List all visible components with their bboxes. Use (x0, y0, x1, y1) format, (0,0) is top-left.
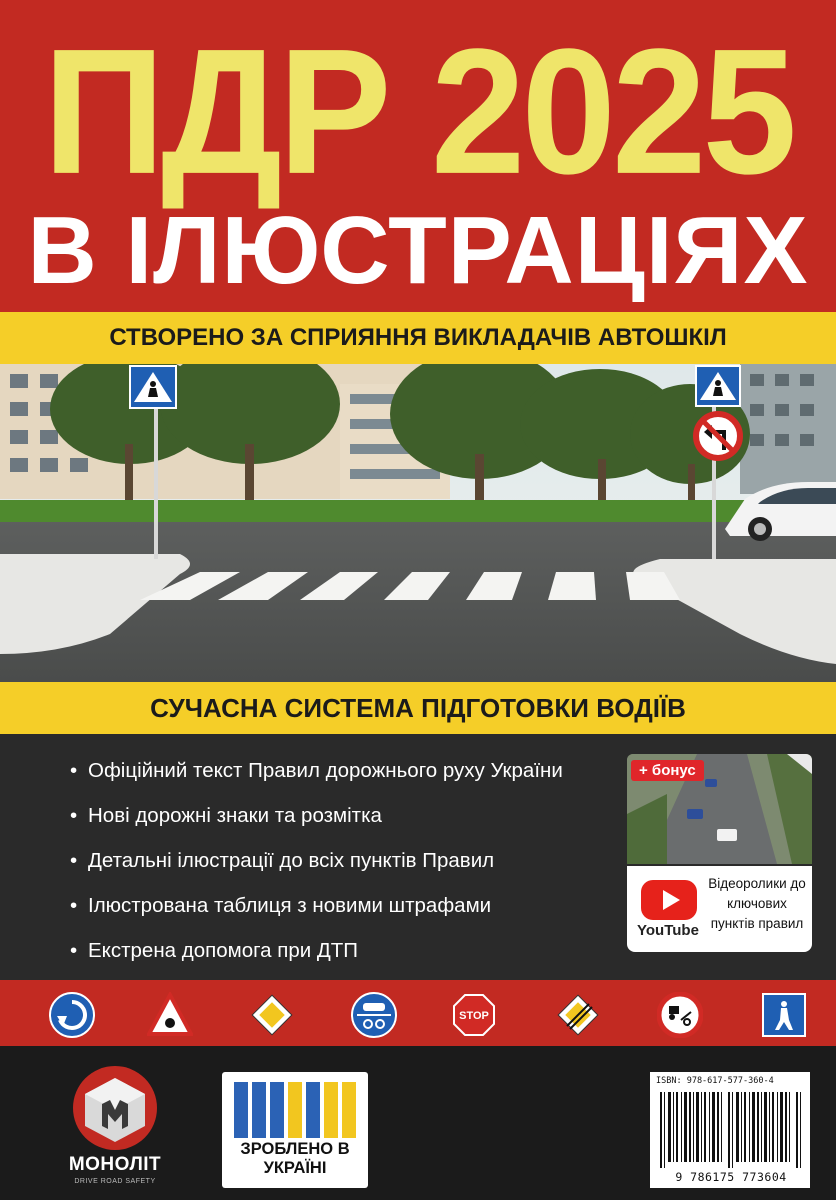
isbn-label: ISBN: 978-617-577-360-4 (656, 1076, 774, 1086)
features-section (0, 734, 836, 980)
youtube-label: YouTube (637, 922, 699, 939)
list-item: • Ілюстрована таблиця з новими штрафами (70, 883, 600, 928)
bonus-info-panel (627, 866, 812, 952)
isbn-barcode (650, 1072, 810, 1188)
priority-road-sign-icon (249, 992, 295, 1038)
pedestrian-crossing-sign-icon (761, 992, 807, 1038)
top-band-text: СТВОРЕНО ЗА СПРИЯННЯ ВИКЛАДАЧІВ АВТОШКІЛ (0, 312, 836, 364)
barcode-number: 9 786175 773604 (675, 1170, 787, 1184)
video-thumbnail (627, 754, 812, 864)
monolit-logo-icon (50, 1060, 180, 1152)
barcode-icon (658, 1092, 804, 1168)
no-tractors-mopeds-sign-icon (657, 992, 703, 1038)
list-item: • Екстрена допомога при ДТП (70, 928, 600, 973)
features-list (70, 748, 600, 973)
bonus-video-card (627, 754, 812, 954)
road-scene-illustration (0, 364, 836, 682)
publisher-tagline: DRIVE ROAD SAFETY (74, 1178, 156, 1185)
cover-header (0, 0, 836, 312)
bicycle-car-lane-sign-icon (351, 992, 397, 1038)
roundabout-sign-icon (49, 992, 95, 1038)
made-in-ukraine-label: ЗРОБЛЕНО В УКРАЇНІ (240, 1140, 350, 1177)
made-in-ukraine-badge (222, 1072, 368, 1188)
road-signs-band (0, 980, 836, 1046)
stop-sign-icon (451, 992, 497, 1038)
book-title: ПДР 2025 (42, 12, 794, 212)
pedestrian-crossing-sign-right (696, 366, 740, 406)
end-priority-road-sign-icon (555, 992, 601, 1038)
warning-triangle-sign-icon (147, 992, 193, 1038)
list-item: • Детальні ілюстрації до всіх пунктів Правил (70, 838, 600, 883)
ukraine-flag-bars-icon (234, 1082, 356, 1138)
publisher-name: МОНОЛІТ (68, 1154, 162, 1175)
bonus-description: Відеоролики до ключових пунктів правил (708, 876, 806, 931)
list-item: • Офіційний текст Правил дорожнього руху України (70, 748, 600, 793)
list-item: • Нові дорожні знаки та розмітка (70, 793, 600, 838)
cover-footer (0, 1046, 836, 1200)
publisher-logo (50, 1060, 180, 1195)
bonus-tag: + бонус (631, 760, 704, 781)
book-subtitle: В ІЛЮСТРАЦІЯХ (27, 197, 809, 304)
no-left-turn-sign (696, 414, 740, 458)
stop-sign-label: STOP (459, 1010, 489, 1022)
middle-band-text: СУЧАСНА СИСТЕМА ПІДГОТОВКИ ВОДІЇВ (0, 682, 836, 734)
pedestrian-crossing-sign-left (130, 366, 176, 408)
